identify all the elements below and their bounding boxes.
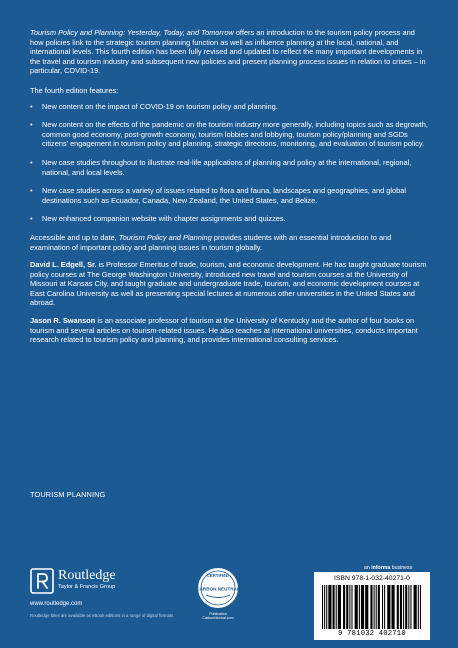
- feature-item: [30, 214, 430, 224]
- informa-suffix: business: [390, 565, 413, 571]
- barcode-bar: [387, 585, 390, 629]
- barcode-bar: [370, 585, 372, 629]
- barcode-bar: [378, 585, 380, 629]
- carbon-neutral-seal-icon: [196, 566, 240, 610]
- barcode-bar: [349, 585, 350, 629]
- feature-item: [30, 158, 430, 177]
- author-bio-text: is an associate professor of tourism at the University of Kentucky and the author of four books on tourism and several articles on tourism-related issues. He also teaches at international universities, conducts important research related to tourism policy and planning, and provides international consulting services.: [30, 316, 418, 345]
- intro-text: offers an introduction to the tourism policy process and how policies link to the strategic tourism planning function as well as influence planning at the local, national, and international levels. This fourth edition has been fully revised and updated to reflect the many important developments in the travel and tourism industry and subsequent new policies and present planning process issues in relation to crises – in particular, COVID-19.: [30, 28, 426, 76]
- barcode-bar: [374, 585, 375, 629]
- barcode-bar: [403, 585, 404, 629]
- summary-before: Accessible and up to date,: [30, 232, 119, 242]
- publisher-group: Taylor & Francis Group: [58, 584, 116, 590]
- publisher-logo: [30, 566, 160, 596]
- intro-paragraph: [30, 28, 430, 76]
- feature-text: New case studies across a variety of issues related to flora and fauna, landscapes and geographies, and global destinations such as Ecuador, Canada, New Zealand, the United States, and Belize.: [42, 186, 407, 205]
- informa-brand: informa: [371, 565, 391, 571]
- barcode-bar: [400, 585, 402, 629]
- bullet-icon: •: [30, 214, 33, 224]
- routledge-logo-icon: [30, 568, 54, 594]
- carbon-neutral-label: [190, 612, 246, 620]
- isbn-text: ISBN 978-1-032-40271-0: [334, 575, 410, 582]
- bullet-icon: •: [30, 157, 33, 167]
- barcode-bar: [343, 585, 345, 629]
- features-list: [30, 102, 430, 224]
- barcode-bar: [361, 585, 364, 629]
- barcode-bar: [322, 585, 323, 629]
- seal-center-text: CARBON NEUTRAL: [196, 586, 240, 592]
- barcode-bar: [333, 585, 335, 629]
- feature-item: [30, 102, 430, 112]
- feature-text: New case studies throughout to illustrate real-life applications of planning and policy at the international, regional, national, and local levels.: [42, 157, 412, 177]
- publisher-website: www.routledge.com: [30, 601, 83, 607]
- barcode-bar: [351, 585, 352, 629]
- author-bio-edgell: [30, 260, 430, 308]
- feature-text: New content on the impact of COVID-19 on tourism policy and planning.: [42, 101, 278, 111]
- features-lead: The fourth edition features:: [30, 85, 119, 95]
- author-bio-swanson: [30, 316, 430, 345]
- barcode-bar: [391, 585, 394, 629]
- bullet-icon: •: [30, 101, 33, 111]
- feature-item: [30, 186, 430, 205]
- barcode-bar: [365, 585, 368, 629]
- barcode-bar: [408, 585, 409, 629]
- summary-after: provides students with an essential introduction to and examination of important policy and planning issues in tourism globally.: [30, 232, 392, 252]
- publisher-name: Routledge: [58, 568, 116, 583]
- barcode-bar: [420, 585, 421, 629]
- barcode-bar: [414, 585, 417, 629]
- informa-prefix: an: [364, 565, 372, 571]
- bullet-icon: •: [30, 120, 33, 130]
- barcode-digits: 9 781032 402710: [338, 630, 406, 638]
- carbon-neutral-badge: [196, 566, 240, 621]
- barcode-bar: [359, 585, 360, 629]
- ebook-disclaimer: Routledge titles are available as eBook editions in a range of digital formats: [30, 613, 174, 618]
- barcode-bar: [382, 585, 383, 629]
- barcode-bar: [418, 585, 419, 629]
- barcode-bars: [322, 585, 422, 629]
- barcode-bar: [346, 585, 348, 629]
- author-bio-text: is Professor Emeritus of trade, tourism, and economic development. He has taught graduate tourism policy courses at The George Washington University, introduced new travel and tourism courses at the University of Missouri at Kansas City, and taught graduate and undergraduate trade, tourism, and economic development courses at East Carolina University as well as presenting special lectures at numerous other universities in the United States and abroad.: [30, 260, 427, 308]
- feature-item: [30, 120, 430, 149]
- barcode-bar: [376, 585, 377, 629]
- blurb: [30, 28, 430, 353]
- barcode-bar: [328, 585, 331, 629]
- barcode: [314, 572, 430, 640]
- barcode-bar: [324, 585, 325, 629]
- barcode-bar: [355, 585, 358, 629]
- summary-paragraph: [30, 233, 430, 252]
- barcode-bar: [338, 585, 341, 629]
- barcode-bar: [384, 585, 385, 629]
- feature-text: New enhanced companion website with chapter assignments and quizzes.: [42, 214, 286, 224]
- series-label: TOURISM PLANNING: [30, 490, 106, 499]
- summary-book-title: Tourism Policy and Planning: [118, 232, 212, 242]
- barcode-bar: [410, 585, 411, 629]
- author-name: Jason R. Swanson: [30, 316, 96, 326]
- seal-top-text: CERTIFIED: [206, 573, 230, 578]
- intro-book-title: Tourism Policy and Planning: Yesterday, Today, and Tomorrow: [30, 28, 234, 37]
- bullet-icon: •: [30, 186, 33, 196]
- carbon-label-line2: CarbonNeutral.com: [202, 616, 234, 621]
- feature-text: New content on the effects of the pandemic on the tourism industry more generally, including topics such as degrowth, common good economy, post-growth economy, tourism lobbies and lobbying, tourism policy/planning and SGDs citizens’ engagement in tourism policy and planning, strategic directions, monitoring, and evaluation of tourism policy.: [42, 120, 428, 149]
- barcode-bar: [326, 585, 327, 629]
- barcode-bar: [397, 585, 399, 629]
- informa-tagline: [364, 565, 412, 571]
- carbon-label-line1: Publication: [209, 612, 227, 616]
- barcode-bar: [336, 585, 337, 629]
- author-name: David L. Edgell, Sr.: [30, 260, 97, 270]
- barcode-bar: [405, 585, 407, 629]
